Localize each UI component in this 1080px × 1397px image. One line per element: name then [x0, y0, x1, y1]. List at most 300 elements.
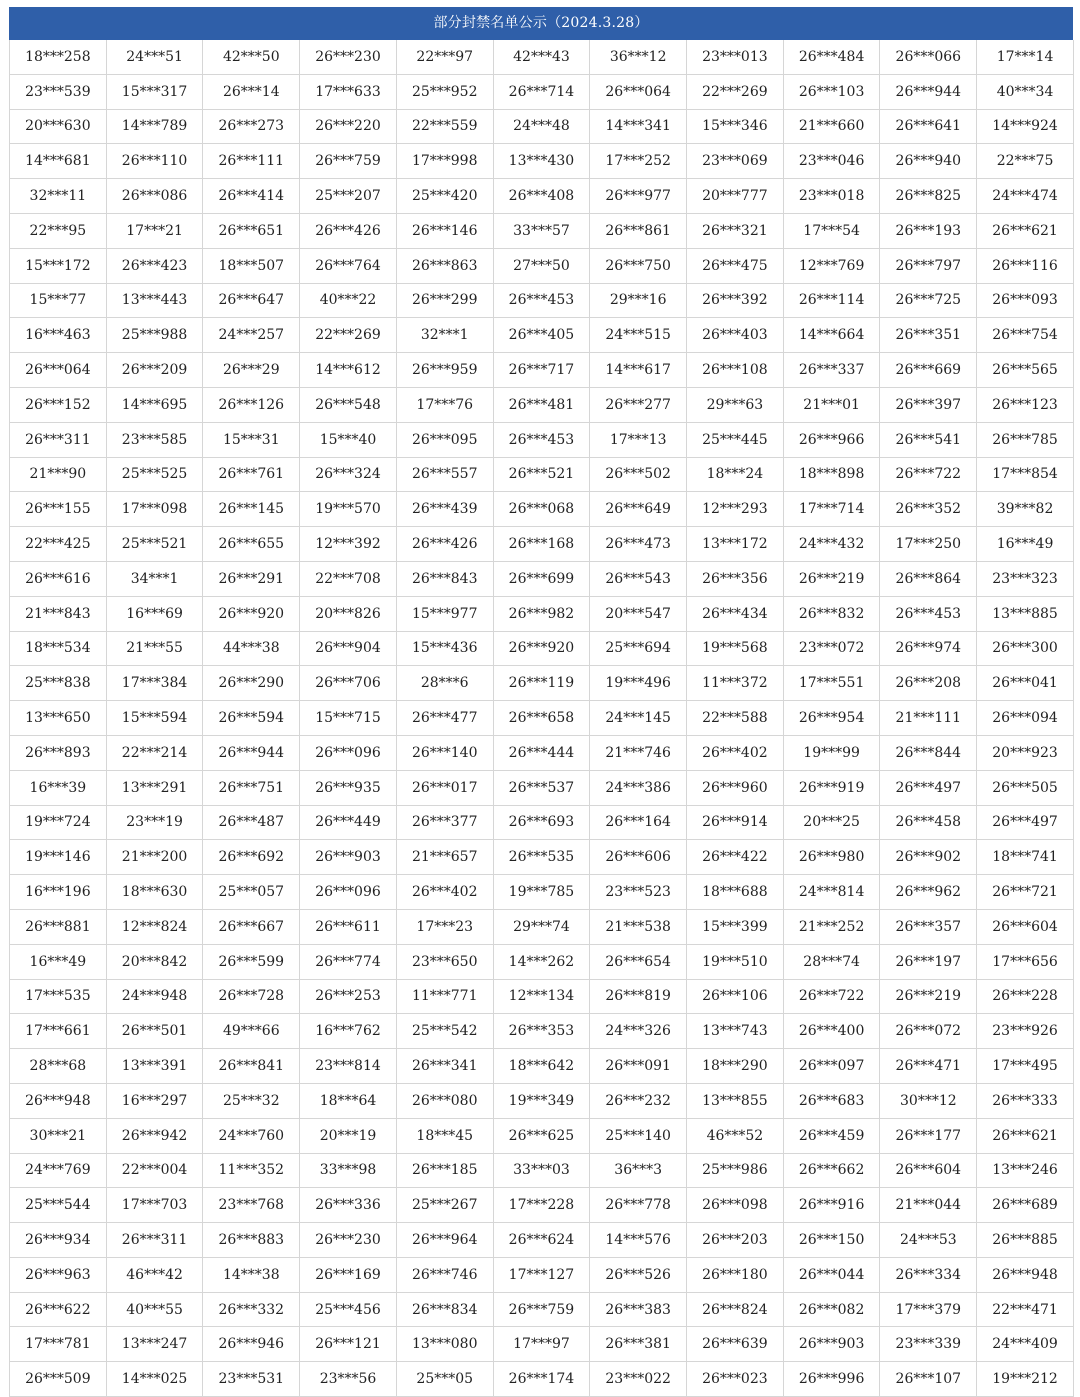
table-cell: 26***471 [880, 1049, 977, 1084]
table-cell: 13***172 [687, 527, 784, 562]
table-cell: 24***145 [590, 701, 687, 736]
table-cell: 20***25 [783, 805, 880, 840]
table-cell: 17***661 [10, 1014, 107, 1049]
table-cell: 24***769 [10, 1153, 107, 1188]
table-cell: 13***080 [396, 1327, 493, 1362]
table-cell: 26***962 [880, 875, 977, 910]
table-cell: 26***946 [203, 1327, 300, 1362]
table-cell: 17***633 [300, 74, 397, 109]
table-cell: 26***232 [590, 1083, 687, 1118]
table-cell: 26***625 [493, 1118, 590, 1153]
table-cell: 26***944 [880, 74, 977, 109]
table-cell: 26***706 [300, 666, 397, 701]
table-cell: 26***336 [300, 1188, 397, 1223]
table-cell: 15***594 [106, 701, 203, 736]
table-cell: 26***458 [880, 805, 977, 840]
table-cell: 22***214 [106, 735, 203, 770]
table-cell: 16***762 [300, 1014, 397, 1049]
table-cell: 14***617 [590, 353, 687, 388]
table-cell: 19***510 [687, 944, 784, 979]
table-row [10, 74, 1074, 109]
table-cell: 24***948 [106, 979, 203, 1014]
table-row [10, 353, 1074, 388]
table-cell: 26***146 [396, 213, 493, 248]
table-cell: 26***966 [783, 422, 880, 457]
table-cell: 26***066 [880, 40, 977, 74]
table-cell: 25***694 [590, 631, 687, 666]
table-cell: 20***547 [590, 596, 687, 631]
table-cell: 24***760 [203, 1118, 300, 1153]
table-cell: 20***923 [977, 735, 1074, 770]
table-cell: 28***68 [10, 1049, 107, 1084]
table-cell: 18***507 [203, 248, 300, 283]
table-cell: 26***459 [783, 1118, 880, 1153]
table-cell: 44***38 [203, 631, 300, 666]
table-cell: 26***377 [396, 805, 493, 840]
table-cell: 26***453 [880, 596, 977, 631]
table-cell: 25***544 [10, 1188, 107, 1223]
table-cell: 26***121 [300, 1327, 397, 1362]
table-cell: 15***399 [687, 909, 784, 944]
table-cell: 26***819 [590, 979, 687, 1014]
table-cell: 26***475 [687, 248, 784, 283]
table-cell: 26***841 [203, 1049, 300, 1084]
table-cell: 25***267 [396, 1188, 493, 1223]
table-cell: 21***01 [783, 387, 880, 422]
table-cell: 26***774 [300, 944, 397, 979]
table-cell: 26***655 [203, 527, 300, 562]
table-cell: 22***75 [977, 144, 1074, 179]
table-cell: 11***372 [687, 666, 784, 701]
table-cell: 26***300 [977, 631, 1074, 666]
table-cell: 26***722 [783, 979, 880, 1014]
table-cell: 13***246 [977, 1153, 1074, 1188]
table-cell: 13***885 [977, 596, 1074, 631]
table-cell: 14***789 [106, 109, 203, 144]
table-cell: 16***297 [106, 1083, 203, 1118]
table-cell: 26***505 [977, 770, 1074, 805]
table-cell: 25***140 [590, 1118, 687, 1153]
table-cell: 22***708 [300, 561, 397, 596]
table-cell: 26***940 [880, 144, 977, 179]
table-cell: 26***621 [977, 1118, 1074, 1153]
table-cell: 26***935 [300, 770, 397, 805]
table-cell: 15***172 [10, 248, 107, 283]
table-cell: 26***193 [880, 213, 977, 248]
table-cell: 26***759 [300, 144, 397, 179]
table-cell: 26***174 [493, 1362, 590, 1397]
table-cell: 30***12 [880, 1083, 977, 1118]
table-cell: 26***095 [396, 422, 493, 457]
table-cell: 20***630 [10, 109, 107, 144]
table-cell: 22***559 [396, 109, 493, 144]
table-cell: 19***570 [300, 492, 397, 527]
table-cell: 20***842 [106, 944, 203, 979]
table-cell: 26***434 [687, 596, 784, 631]
ban-list-body [10, 40, 1074, 1397]
table-cell: 26***526 [590, 1257, 687, 1292]
table-cell: 34***1 [106, 561, 203, 596]
table-row [10, 1223, 1074, 1258]
table-cell: 23***013 [687, 40, 784, 74]
table-cell: 26***094 [977, 701, 1074, 736]
table-cell: 17***551 [783, 666, 880, 701]
table-cell: 26***299 [396, 283, 493, 318]
table-cell: 26***017 [396, 770, 493, 805]
table-cell: 19***496 [590, 666, 687, 701]
table-cell: 26***453 [493, 422, 590, 457]
table-cell: 27***50 [493, 248, 590, 283]
table-row [10, 248, 1074, 283]
table-cell: 26***543 [590, 561, 687, 596]
table-row [10, 631, 1074, 666]
table-row [10, 805, 1074, 840]
table-cell: 24***409 [977, 1327, 1074, 1362]
table-cell: 26***180 [687, 1257, 784, 1292]
table-cell: 17***098 [106, 492, 203, 527]
table-cell: 40***55 [106, 1292, 203, 1327]
table-cell: 49***66 [203, 1014, 300, 1049]
table-cell: 14***612 [300, 353, 397, 388]
table-cell: 26***785 [977, 422, 1074, 457]
table-cell: 21***200 [106, 840, 203, 875]
table-cell: 26***072 [880, 1014, 977, 1049]
table-row [10, 318, 1074, 353]
table-row [10, 492, 1074, 527]
table-cell: 26***311 [106, 1223, 203, 1258]
table-cell: 23***19 [106, 805, 203, 840]
table-cell: 26***948 [977, 1257, 1074, 1292]
table-cell: 26***717 [493, 353, 590, 388]
table-cell: 15***31 [203, 422, 300, 457]
table-cell: 22***97 [396, 40, 493, 74]
table-row [10, 40, 1074, 74]
table-cell: 23***339 [880, 1327, 977, 1362]
table-cell: 33***03 [493, 1153, 590, 1188]
table-cell: 23***814 [300, 1049, 397, 1084]
table-cell: 26***164 [590, 805, 687, 840]
table-cell: 26***649 [590, 492, 687, 527]
table-cell: 26***977 [590, 179, 687, 214]
table-row [10, 1327, 1074, 1362]
table-cell: 26***381 [590, 1327, 687, 1362]
table-cell: 26***219 [783, 561, 880, 596]
table-cell: 26***541 [880, 422, 977, 457]
table-cell: 23***926 [977, 1014, 1074, 1049]
table-cell: 26***843 [396, 561, 493, 596]
table-cell: 26***599 [203, 944, 300, 979]
table-cell: 26***647 [203, 283, 300, 318]
table-cell: 26***209 [106, 353, 203, 388]
table-cell: 17***228 [493, 1188, 590, 1223]
table-cell: 32***1 [396, 318, 493, 353]
table-cell: 26***974 [880, 631, 977, 666]
table-cell: 26***403 [687, 318, 784, 353]
table-cell: 26***185 [396, 1153, 493, 1188]
table-cell: 26***885 [977, 1223, 1074, 1258]
table-cell: 13***650 [10, 701, 107, 736]
table-cell: 26***064 [590, 74, 687, 109]
table-cell: 23***018 [783, 179, 880, 214]
table-cell: 26***964 [396, 1223, 493, 1258]
table-cell: 23***56 [300, 1362, 397, 1397]
table-cell: 28***74 [783, 944, 880, 979]
table-cell: 17***703 [106, 1188, 203, 1223]
table-cell: 26***914 [687, 805, 784, 840]
table-cell: 26***667 [203, 909, 300, 944]
table-cell: 26***883 [203, 1223, 300, 1258]
table-cell: 18***688 [687, 875, 784, 910]
table-row [10, 666, 1074, 701]
table-cell: 26***177 [880, 1118, 977, 1153]
table-cell: 21***90 [10, 457, 107, 492]
table-cell: 26***123 [977, 387, 1074, 422]
table-cell: 46***52 [687, 1118, 784, 1153]
table-row [10, 1083, 1074, 1118]
table-cell: 26***096 [300, 735, 397, 770]
table-cell: 26***453 [493, 283, 590, 318]
table-cell: 19***724 [10, 805, 107, 840]
table-cell: 26***980 [783, 840, 880, 875]
table-cell: 14***341 [590, 109, 687, 144]
table-cell: 26***548 [300, 387, 397, 422]
table-cell: 25***988 [106, 318, 203, 353]
table-cell: 23***650 [396, 944, 493, 979]
table-cell: 26***023 [687, 1362, 784, 1397]
table-cell: 26***29 [203, 353, 300, 388]
table-cell: 26***333 [977, 1083, 1074, 1118]
table-cell: 17***250 [880, 527, 977, 562]
table-row [10, 561, 1074, 596]
table-cell: 26***357 [880, 909, 977, 944]
table-cell: 26***041 [977, 666, 1074, 701]
table-cell: 26***594 [203, 701, 300, 736]
table-cell: 26***155 [10, 492, 107, 527]
table-cell: 26***497 [880, 770, 977, 805]
table-cell: 26***150 [783, 1223, 880, 1258]
table-cell: 26***759 [493, 1292, 590, 1327]
table-cell: 14***262 [493, 944, 590, 979]
table-cell: 42***43 [493, 40, 590, 74]
table-cell: 26***658 [493, 701, 590, 736]
table-cell: 26***334 [880, 1257, 977, 1292]
table-cell: 17***127 [493, 1257, 590, 1292]
table-cell: 15***436 [396, 631, 493, 666]
table-cell: 26***902 [880, 840, 977, 875]
table-row [10, 109, 1074, 144]
table-cell: 26***152 [10, 387, 107, 422]
table-cell: 23***046 [783, 144, 880, 179]
table-cell: 36***12 [590, 40, 687, 74]
table-cell: 25***986 [687, 1153, 784, 1188]
table-cell: 14***664 [783, 318, 880, 353]
page-title: 部分封禁名单公示（2024.3.28） [9, 7, 1073, 40]
table-cell: 16***49 [10, 944, 107, 979]
table-cell: 26***414 [203, 179, 300, 214]
table-cell: 16***69 [106, 596, 203, 631]
table-cell: 26***725 [880, 283, 977, 318]
table-cell: 26***948 [10, 1083, 107, 1118]
table-cell: 26***273 [203, 109, 300, 144]
table-cell: 20***826 [300, 596, 397, 631]
table-cell: 26***423 [106, 248, 203, 283]
table-cell: 26***502 [590, 457, 687, 492]
table-cell: 26***754 [977, 318, 1074, 353]
table-cell: 26***604 [977, 909, 1074, 944]
table-row [10, 422, 1074, 457]
table-cell: 14***38 [203, 1257, 300, 1292]
table-cell: 20***777 [687, 179, 784, 214]
table-cell: 26***444 [493, 735, 590, 770]
table-cell: 26***091 [590, 1049, 687, 1084]
table-row [10, 1257, 1074, 1292]
table-cell: 24***474 [977, 179, 1074, 214]
table-cell: 18***630 [106, 875, 203, 910]
table-cell: 26***751 [203, 770, 300, 805]
table-cell: 26***400 [783, 1014, 880, 1049]
table-cell: 26***606 [590, 840, 687, 875]
table-cell: 26***714 [493, 74, 590, 109]
table-cell: 40***34 [977, 74, 1074, 109]
table-cell: 24***257 [203, 318, 300, 353]
table-cell: 26***728 [203, 979, 300, 1014]
table-cell: 26***291 [203, 561, 300, 596]
table-row [10, 1362, 1074, 1397]
table-cell: 21***843 [10, 596, 107, 631]
table-cell: 16***39 [10, 770, 107, 805]
table-cell: 26***481 [493, 387, 590, 422]
table-cell: 26***116 [977, 248, 1074, 283]
table-row [10, 875, 1074, 910]
table-cell: 26***145 [203, 492, 300, 527]
table-cell: 17***21 [106, 213, 203, 248]
table-cell: 25***521 [106, 527, 203, 562]
table-cell: 26***654 [590, 944, 687, 979]
table-cell: 26***197 [880, 944, 977, 979]
table-row [10, 457, 1074, 492]
table-cell: 26***098 [687, 1188, 784, 1223]
table-cell: 21***252 [783, 909, 880, 944]
table-cell: 16***196 [10, 875, 107, 910]
table-cell: 26***611 [300, 909, 397, 944]
table-cell: 26***219 [880, 979, 977, 1014]
table-cell: 26***096 [300, 875, 397, 910]
table-cell: 17***23 [396, 909, 493, 944]
table-cell: 26***565 [977, 353, 1074, 388]
table-cell: 33***98 [300, 1153, 397, 1188]
table-cell: 26***919 [783, 770, 880, 805]
table-cell: 26***982 [493, 596, 590, 631]
table-cell: 26***168 [493, 527, 590, 562]
table-row [10, 144, 1074, 179]
table-row [10, 179, 1074, 214]
table-cell: 26***228 [977, 979, 1074, 1014]
table-cell: 25***456 [300, 1292, 397, 1327]
table-cell: 26***761 [203, 457, 300, 492]
table-cell: 26***405 [493, 318, 590, 353]
table-cell: 26***119 [493, 666, 590, 701]
table-cell: 13***443 [106, 283, 203, 318]
table-cell: 26***426 [300, 213, 397, 248]
table-cell: 17***384 [106, 666, 203, 701]
table-cell: 15***40 [300, 422, 397, 457]
table-cell: 26***439 [396, 492, 493, 527]
table-cell: 26***624 [493, 1223, 590, 1258]
table-cell: 18***24 [687, 457, 784, 492]
table-cell: 25***05 [396, 1362, 493, 1397]
table-cell: 26***220 [300, 109, 397, 144]
table-cell: 23***523 [590, 875, 687, 910]
table-cell: 26***904 [300, 631, 397, 666]
table-cell: 26***169 [300, 1257, 397, 1292]
table-cell: 24***814 [783, 875, 880, 910]
table-cell: 26***341 [396, 1049, 493, 1084]
table-cell: 23***022 [590, 1362, 687, 1397]
table-row [10, 1049, 1074, 1084]
table-cell: 24***326 [590, 1014, 687, 1049]
table-cell: 26***689 [977, 1188, 1074, 1223]
table-cell: 17***714 [783, 492, 880, 527]
table-cell: 25***838 [10, 666, 107, 701]
table-cell: 42***50 [203, 40, 300, 74]
table-cell: 18***741 [977, 840, 1074, 875]
table-cell: 26***353 [493, 1014, 590, 1049]
table-cell: 24***386 [590, 770, 687, 805]
table-cell: 26***920 [493, 631, 590, 666]
table-cell: 26***537 [493, 770, 590, 805]
table-cell: 22***588 [687, 701, 784, 736]
table-cell: 26***832 [783, 596, 880, 631]
table-cell: 25***32 [203, 1083, 300, 1118]
table-cell: 23***585 [106, 422, 203, 457]
table-row [10, 701, 1074, 736]
table-cell: 26***110 [106, 144, 203, 179]
table-cell: 26***487 [203, 805, 300, 840]
table-cell: 26***844 [880, 735, 977, 770]
table-cell: 26***392 [687, 283, 784, 318]
table-cell: 25***057 [203, 875, 300, 910]
table-cell: 26***337 [783, 353, 880, 388]
table-cell: 15***715 [300, 701, 397, 736]
ban-list-table [9, 40, 1074, 1397]
table-cell: 17***97 [493, 1327, 590, 1362]
table-cell: 20***19 [300, 1118, 397, 1153]
table-cell: 26***044 [783, 1257, 880, 1292]
table-cell: 24***53 [880, 1223, 977, 1258]
table-cell: 14***025 [106, 1362, 203, 1397]
table-cell: 17***13 [590, 422, 687, 457]
table-cell: 25***542 [396, 1014, 493, 1049]
table-cell: 25***445 [687, 422, 784, 457]
table-cell: 29***16 [590, 283, 687, 318]
table-cell: 26***721 [977, 875, 1074, 910]
table-cell: 26***107 [880, 1362, 977, 1397]
table-cell: 11***352 [203, 1153, 300, 1188]
table-cell: 17***535 [10, 979, 107, 1014]
table-row [10, 1014, 1074, 1049]
table-cell: 18***898 [783, 457, 880, 492]
table-cell: 26***111 [203, 144, 300, 179]
table-cell: 26***863 [396, 248, 493, 283]
table-cell: 22***004 [106, 1153, 203, 1188]
table-cell: 26***426 [396, 527, 493, 562]
table-row [10, 1188, 1074, 1223]
table-cell: 24***48 [493, 109, 590, 144]
table-cell: 26***068 [493, 492, 590, 527]
table-cell: 17***379 [880, 1292, 977, 1327]
table-cell: 11***771 [396, 979, 493, 1014]
table-cell: 22***269 [687, 74, 784, 109]
